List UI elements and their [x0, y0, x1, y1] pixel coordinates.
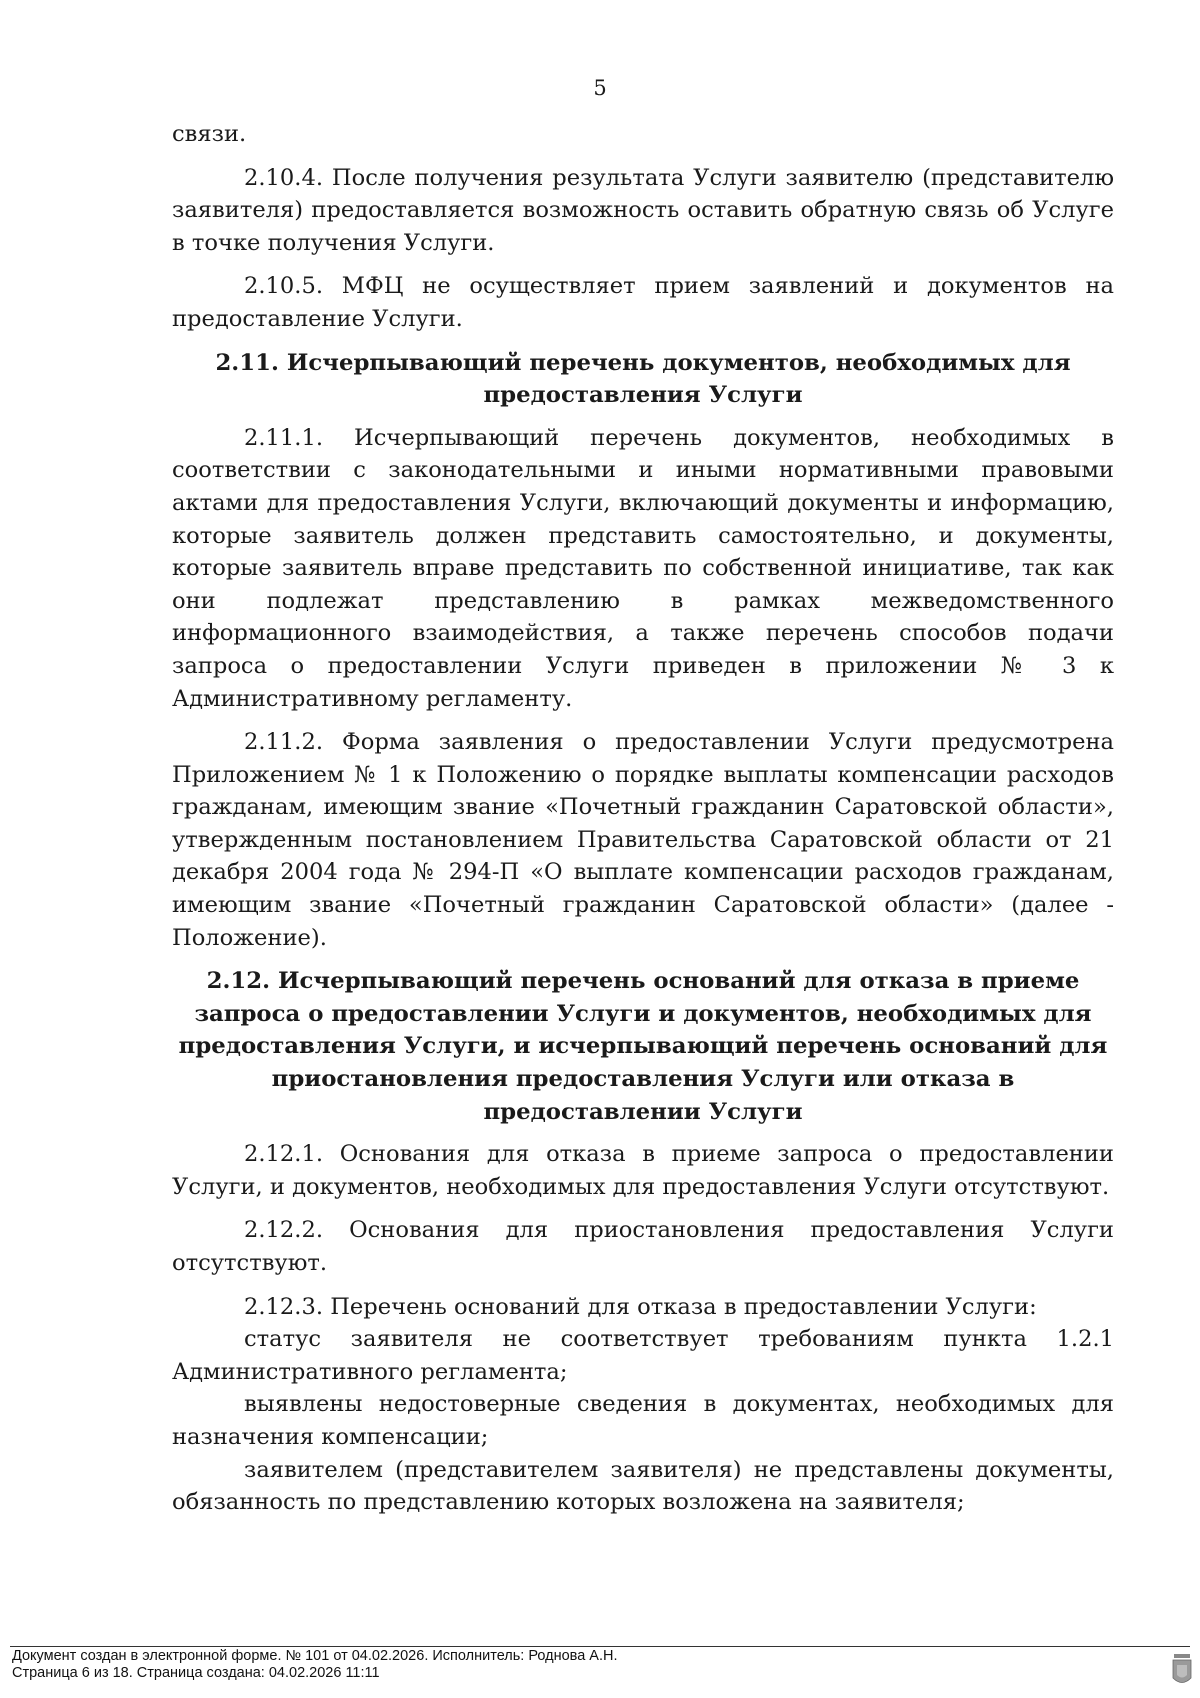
- paragraph-2-12-1: 2.12.1. Основания для отказа в приеме запроса о предоставлении Услуги, и документов, необходимых для предоставления Услуги отсутствуют.: [172, 1141, 1114, 1200]
- paragraph-2-10-5: 2.10.5. МФЦ не осуществляет прием заявлений и документов на предоставление Услуги.: [172, 273, 1114, 332]
- paragraph-2-12-3: 2.12.3. Перечень оснований для отказа в предоставлении Услуги:: [244, 1293, 1037, 1320]
- paragraph-2-11-1: 2.11.1. Исчерпывающий перечень документов, необходимых в соответствии с законодательными и иными нормативными правовыми актами для предоставления Услуги, включающий документы и информацию, которые заявитель должен представить самостоятельно, и документы, которые заявитель вправе представить по собственной инициативе, так как они подлежат представлению в рамках межведомственного информационного взаимодействия, а также перечень способов подачи запроса о предоставлении Услуги приведен в приложении № 3 к Административному регламенту.: [172, 424, 1114, 712]
- paragraph-continuation: связи.: [172, 121, 247, 147]
- list-item-refusal-false-info: выявлены недостоверные сведения в документах, необходимых для назначения компенсации;: [172, 1391, 1114, 1450]
- paragraph-2-12-2: 2.12.2. Основания для приостановления предоставления Услуги отсутствуют.: [172, 1217, 1114, 1276]
- list-item-refusal-status: статус заявителя не соответствует требованиям пункта 1.2.1 Административного регламента;: [172, 1326, 1114, 1385]
- page-number: 5: [593, 76, 607, 100]
- footer-divider: [10, 1646, 1190, 1647]
- paragraph-2-11-2: 2.11.2. Форма заявления о предоставлении Услуги предусмотрена Приложением № 1 к Положению о порядке выплаты компенсации расходов гражданам, имеющим звание «Почетный гражданин Саратовской области», утвержденным постановлением Правительства Саратовской области от 21 декабря 2004 года № 294-П «О выплате компенсации расходов гражданам, имеющим звание «Почетный гражданин Саратовской области» (далее - Положение).: [172, 729, 1114, 951]
- document-body: [172, 118, 1114, 1519]
- list-item-refusal-missing-docs: заявителем (представителем заявителя) не представлены документы, обязанность по представлению которых возложена на заявителя;: [172, 1456, 1114, 1516]
- footer: [12, 1648, 618, 1682]
- footer-line-1: Документ создан в электронной форме. № 101 от 04.02.2026. Исполнитель: Роднова А.Н.: [12, 1648, 618, 1664]
- coat-of-arms-icon: [1172, 1654, 1192, 1688]
- section-heading-2-12: 2.12. Исчерпывающий перечень оснований для отказа в приеме запроса о предоставлении Услуги и документов, необходимых для предоставления Услуги, и исчерпывающий перечень оснований для приостановления предоставления Услуги или отказа в предоставлении Услуги: [178, 968, 1108, 1125]
- section-heading-2-11: 2.11. Исчерпывающий перечень документов, необходимых для предоставления Услуги: [215, 349, 1071, 409]
- paragraph-2-10-4: 2.10.4. После получения результата Услуги заявителю (представителю заявителя) предоставляется возможность оставить обратную связь об Услуге в точке получения Услуги.: [172, 164, 1114, 256]
- footer-line-2: Страница 6 из 18. Страница создана: 04.02.2026 11:11: [12, 1665, 380, 1681]
